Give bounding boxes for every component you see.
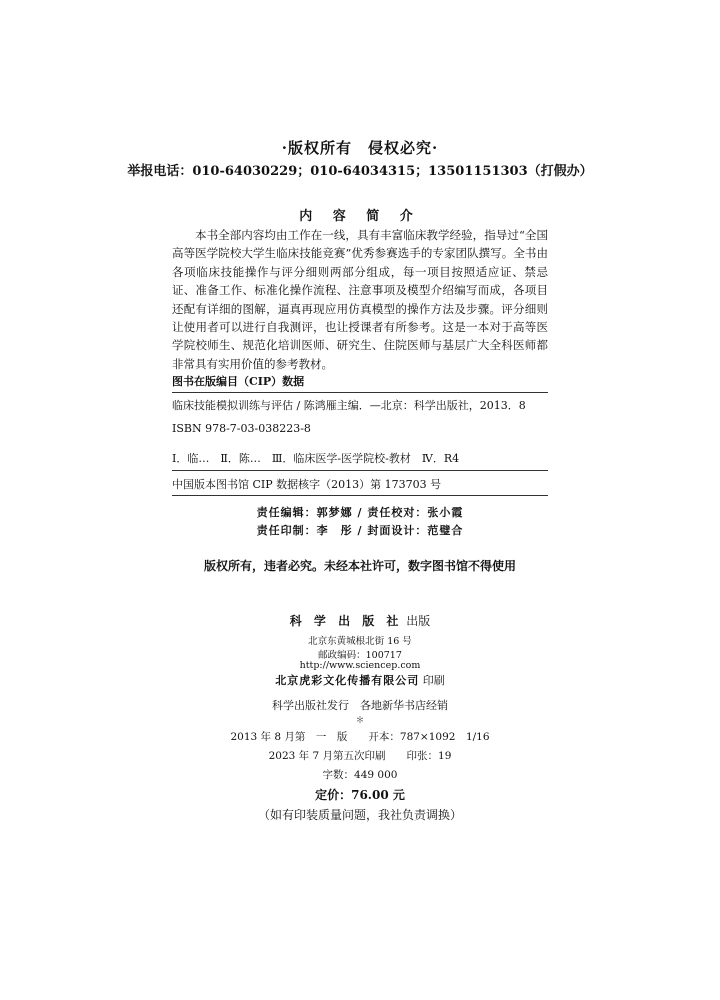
rights-statement: 版权所有，违者必究。未经本社许可，数字图书馆不得使用 [203,559,516,573]
cip-rule-bottom [172,495,548,496]
editor-credits: 责任编辑：郭梦娜 / 责任校对：张小霞 [256,506,464,519]
publisher-postcode: 邮政编码：100717 [318,650,402,661]
publisher-suffix: 出版 [406,614,431,628]
printer-line [0,672,720,688]
copyright-notice: ·版权所有 侵权必究· [281,139,439,157]
summary-body: 本书全部内容均由工作在一线，具有丰富临床教学经验，指导过“全国高等医学院校大学生临床技能竞赛”优秀参赛选手的专家团队撰写。全书由各项临床技能操作与评分细则两部分组成，每一项目按照适应证、禁忌证、准备工作、标准化操作流程、注意事项及模型介绍编写而成，各项目还配有详细的图解，逼真再现应用仿真模型的操作方法及步骤。评分细则让使用者可以进行自我测评，也让授课者有所参考。这是一本对于高等医学院校师生、规范化培训医师、研究生、住院医师与基层广大全科医师都非常具有实用价值的参考教材。 [172,228,548,371]
edition-format-line: 2013 年 8 月第 一 版 开本：787×1092 1/16 [230,731,490,743]
report-phone-line: 举报电话：010-64030229；010-64034315；13501151303（打假办） [127,164,593,179]
cip-rule-top [172,392,548,393]
production-credits: 责任印制：李 彤 / 封面设计：范璧合 [256,524,464,537]
publisher-name: 科 学 出 版 社 [289,614,403,628]
summary-title: 内 容 简 介 [299,209,421,224]
cip-catalog-entry: 临床技能模拟训练与评估 / 陈鸿雁主编．—北京：科学出版社，2013．8 [172,399,526,412]
cip-check-number: 中国版本图书馆 CIP 数据核字（2013）第 173703 号 [172,478,442,491]
distribution-line: 科学出版社发行 各地新华书店经销 [272,699,448,712]
cip-classification: Ⅰ．临… Ⅱ．陈… Ⅲ．临床医学-医学院校-教材 Ⅳ．R4 [172,452,460,465]
cip-isbn: ISBN 978-7-03-038223-8 [172,422,311,435]
publisher-line [0,612,720,629]
cip-heading: 图书在版编目（CIP）数据 [172,375,305,388]
printer-name: 北京虎彩文化传播有限公司 [275,674,420,687]
publisher-url: http://www.sciencep.com [299,660,421,671]
printing-sheets-line: 2023 年 7 月第五次印刷 印张：19 [268,750,452,762]
word-count: 字数：449 000 [322,769,398,781]
defect-note: （如有印装质量问题，我社负责调换） [257,808,462,822]
publisher-address: 北京东黄城根北街 16 号 [308,636,412,647]
price: 定价：76.00 元 [315,788,405,802]
cip-rule-middle [172,470,548,471]
printer-suffix: 印刷 [422,674,445,687]
separator-mark: ＊ [355,716,365,726]
